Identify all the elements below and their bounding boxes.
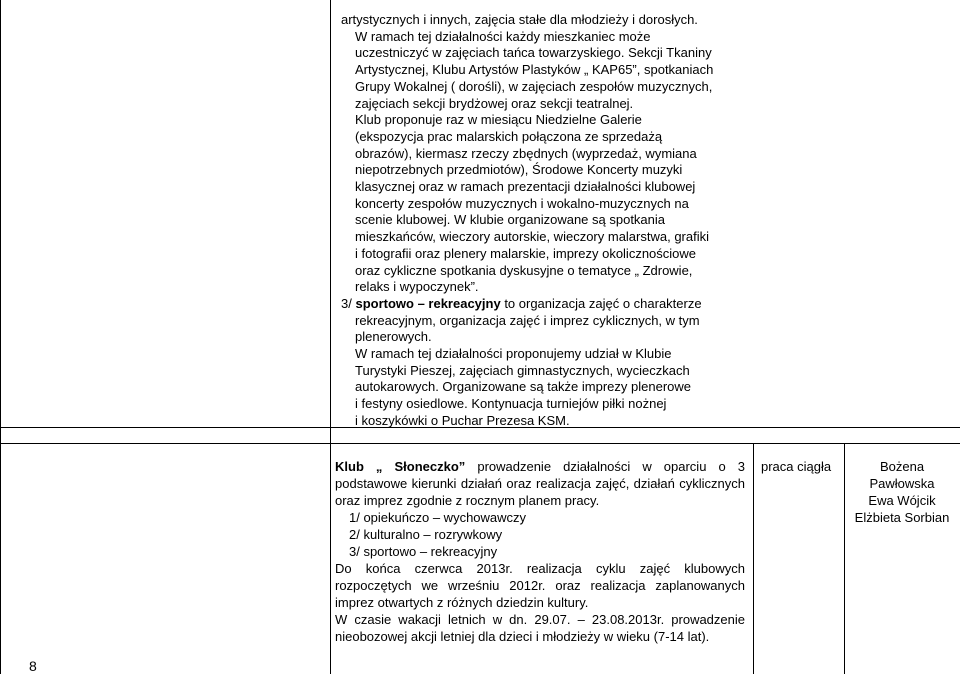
person-name: Bożena bbox=[879, 459, 925, 474]
text-line: uczestniczyć w zajęciach tańca towarzyskiego. Sekcji Tkaniny bbox=[355, 45, 712, 61]
text-line: i fotografii oraz plenery malarskie, imprezy okolicznościowe bbox=[355, 245, 697, 261]
direction-item: 1/ opiekuńczo – wychowawczy bbox=[349, 510, 527, 525]
text-line: relaks i wypoczynek”. bbox=[355, 279, 479, 295]
table-row-separator-bottom bbox=[0, 443, 960, 444]
text-line: oraz cykliczne spotkania dyskusyjne o tematyce „ Zdrowie, bbox=[355, 262, 693, 278]
text-line: W ramach tej działalności proponujemy udział w Klubie bbox=[355, 346, 672, 362]
text-line: klasycznej oraz w ramach prezentacji działalności klubowej bbox=[355, 179, 696, 195]
table-border-col2 bbox=[753, 443, 754, 674]
text-line: autokarowych. Organizowane są także imprezy plenerowe bbox=[355, 379, 692, 395]
text-line: mieszkańców, wieczory autorskie, wieczory malarstwa, grafiki bbox=[355, 229, 709, 245]
text-line: niepotrzebnych przedmiotów), Środowe Koncerty muzyki bbox=[355, 162, 683, 178]
text-line: koncerty zespołów muzycznych i wokalno-muzycznych na bbox=[355, 195, 689, 211]
text-line: scenie klubowej. W klubie organizowane są spotkania bbox=[355, 212, 666, 228]
text-line: W ramach tej działalności każdy mieszkaniec może bbox=[355, 28, 651, 44]
person-name: Pawłowska bbox=[869, 476, 935, 491]
direction-item: 2/ kulturalno – rozrywkowy bbox=[349, 527, 503, 542]
club-intro-text: prowadzenie działalności w oparciu o 3 podstawowe kierunki działań oraz realizacja zajęć, działań cyklicznych oraz imprez zgodnie z rocznym planem pracy. bbox=[335, 459, 745, 508]
text-line-heading bbox=[341, 296, 756, 313]
text-line: Turystyki Pieszej, zajęciach gimnastycznych, wycieczkach bbox=[355, 362, 690, 378]
text-line: (ekspozycja prac malarskich połączona ze sprzedażą bbox=[355, 128, 663, 144]
plan-paragraph: Do końca czerwca 2013r. realizacja cyklu zajęć klubowych rozpoczętych we wrześniu 2012r. oraz realizacja zaplanowanych imprez otwartych z różnych dziedzin kultury. bbox=[335, 561, 745, 610]
description-cell bbox=[341, 12, 756, 430]
text-line: i festyny osiedlowe. Kontynuacja turniejów piłki nożnej bbox=[355, 396, 667, 412]
responsible-persons-cell bbox=[846, 458, 958, 526]
text-line: rekreacyjnym, organizacja zajęć i imprez cyklicznych, w tym bbox=[355, 312, 700, 328]
text-line: obrazów), kiermasz rzeczy zbędnych (wyprzedaż, wymiana bbox=[355, 145, 697, 161]
summer-paragraph: W czasie wakacji letnich w dn. 29.07. – 23.08.2013r. prowadzenie nieobozowej akcji letniej dla dzieci i młodzieży w wieku (7-14 lat). bbox=[335, 612, 745, 644]
text-line: Klub proponuje raz w miesiącu Niedzielne Galerie bbox=[355, 112, 642, 128]
person-name: Elżbieta Sorbian bbox=[854, 510, 950, 525]
heading-prefix: 3/ bbox=[341, 295, 356, 311]
text-line: i koszykówki o Puchar Prezesa KSM. bbox=[355, 412, 570, 428]
text-line: plenerowych. bbox=[355, 329, 432, 345]
heading-rest: to organizacja zajęć o charakterze bbox=[500, 295, 702, 311]
club-name: Klub „ Słoneczko” bbox=[335, 459, 466, 474]
text-line: Grupy Wokalnej ( dorośli), w zajęciach zespołów muzycznych, bbox=[355, 78, 713, 94]
text-line: zajęciach sekcji brydżowej oraz sekcji teatralnej. bbox=[355, 95, 634, 111]
term-cell: praca ciągła bbox=[761, 459, 832, 474]
table-border-col1 bbox=[330, 0, 331, 674]
text-line: Artystycznej, Klubu Artystów Plastyków „ KAP65”, spotkaniach bbox=[355, 62, 714, 78]
club-intro bbox=[335, 458, 745, 509]
row-number: 8 bbox=[29, 658, 37, 674]
table-border-left bbox=[0, 0, 1, 674]
text-line: artystycznych i innych, zajęcia stałe dla młodzieży i dorosłych. bbox=[341, 12, 698, 27]
club-description-cell bbox=[335, 458, 745, 645]
person-name: Ewa Wójcik bbox=[868, 493, 936, 508]
table-border-col3 bbox=[844, 443, 845, 674]
direction-item: 3/ sportowo – rekreacyjny bbox=[349, 544, 498, 559]
heading-bold: sportowo – rekreacyjny bbox=[355, 295, 501, 311]
